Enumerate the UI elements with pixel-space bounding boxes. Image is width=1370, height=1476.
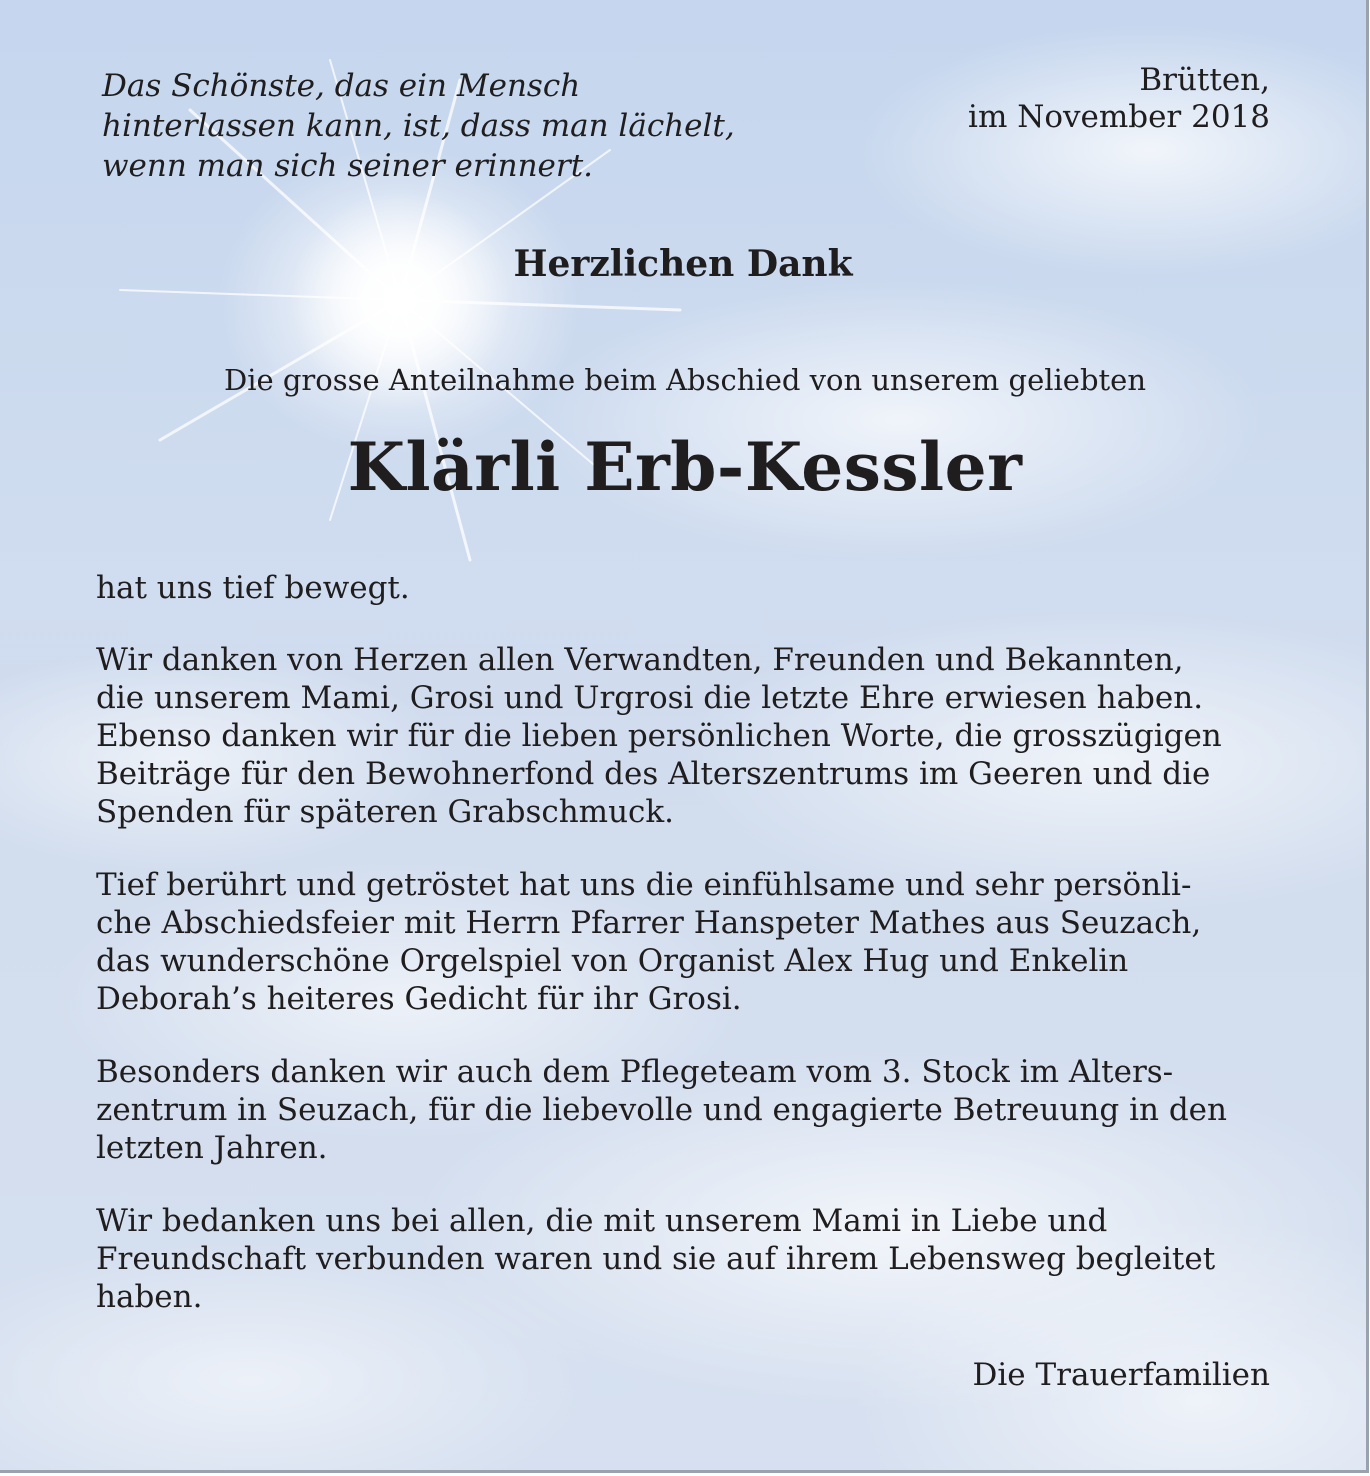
paragraph-line: Wir danken von Herzen allen Verwandten, Freunden und Bekannten, bbox=[96, 642, 1184, 678]
place: Brütten, bbox=[1139, 62, 1270, 98]
quote-line: Das Schönste, das ein Mensch bbox=[102, 68, 581, 104]
paragraph-5 bbox=[96, 1202, 1215, 1316]
paragraph-line: die unserem Mami, Grosi und Urgrosi die letzte Ehre erwiesen haben. bbox=[96, 680, 1204, 716]
paragraph-line: che Abschiedsfeier mit Herrn Pfarrer Hanspeter Mathes aus Seuzach, bbox=[96, 905, 1202, 941]
memorial-quote bbox=[102, 66, 735, 186]
paragraph-1 bbox=[96, 569, 410, 607]
quote-line: hinterlassen kann, ist, dass man lächelt, bbox=[102, 108, 735, 144]
signature: Die Trauerfamilien bbox=[972, 1357, 1270, 1393]
paragraph-4 bbox=[96, 1053, 1227, 1167]
quote-line: wenn man sich seiner erinnert. bbox=[102, 148, 594, 184]
paragraph-line: Spenden für späteren Grabschmuck. bbox=[96, 794, 675, 830]
paragraph-line: Besonders danken wir auch dem Pflegeteam vom 3. Stock im Alters- bbox=[96, 1054, 1174, 1090]
paragraph-2 bbox=[96, 641, 1222, 831]
paragraph-line: haben. bbox=[96, 1279, 203, 1315]
intro-text: Die grosse Anteilnahme beim Abschied von unserem geliebten bbox=[223, 363, 1147, 397]
paragraph-line: das wunderschöne Orgelspiel von Organist Alex Hug und Enkelin bbox=[96, 943, 1129, 979]
deceased-name: Klärli Erb-Kessler bbox=[347, 428, 1023, 506]
paragraph-line: Wir bedanken uns bei allen, die mit unserem Mami in Liebe und bbox=[96, 1203, 1108, 1239]
date: im November 2018 bbox=[968, 99, 1270, 135]
place-and-date bbox=[968, 62, 1270, 136]
paragraph-line: Beiträge für den Bewohnerfond des Alterszentrums im Geeren und die bbox=[96, 756, 1211, 792]
paragraph-line: Tief berührt und getröstet hat uns die einfühlsame und sehr persönli- bbox=[96, 867, 1192, 903]
paragraph-line: Deborah’s heiteres Gedicht für ihr Grosi. bbox=[96, 981, 742, 1017]
paragraph-line: Freundschaft verbunden waren und sie auf ihrem Lebensweg begleitet bbox=[96, 1241, 1216, 1277]
heading: Herzlichen Dank bbox=[513, 243, 853, 285]
paragraph-line: letzten Jahren. bbox=[96, 1130, 328, 1166]
paragraph-line: Ebenso danken wir für die lieben persönlichen Worte, die grosszügigen bbox=[96, 718, 1222, 754]
paragraph-3 bbox=[96, 866, 1201, 1018]
paragraph-line: zentrum in Seuzach, für die liebevolle und engagierte Betreuung in den bbox=[96, 1092, 1227, 1128]
paragraph-line: hat uns tief bewegt. bbox=[96, 570, 410, 606]
